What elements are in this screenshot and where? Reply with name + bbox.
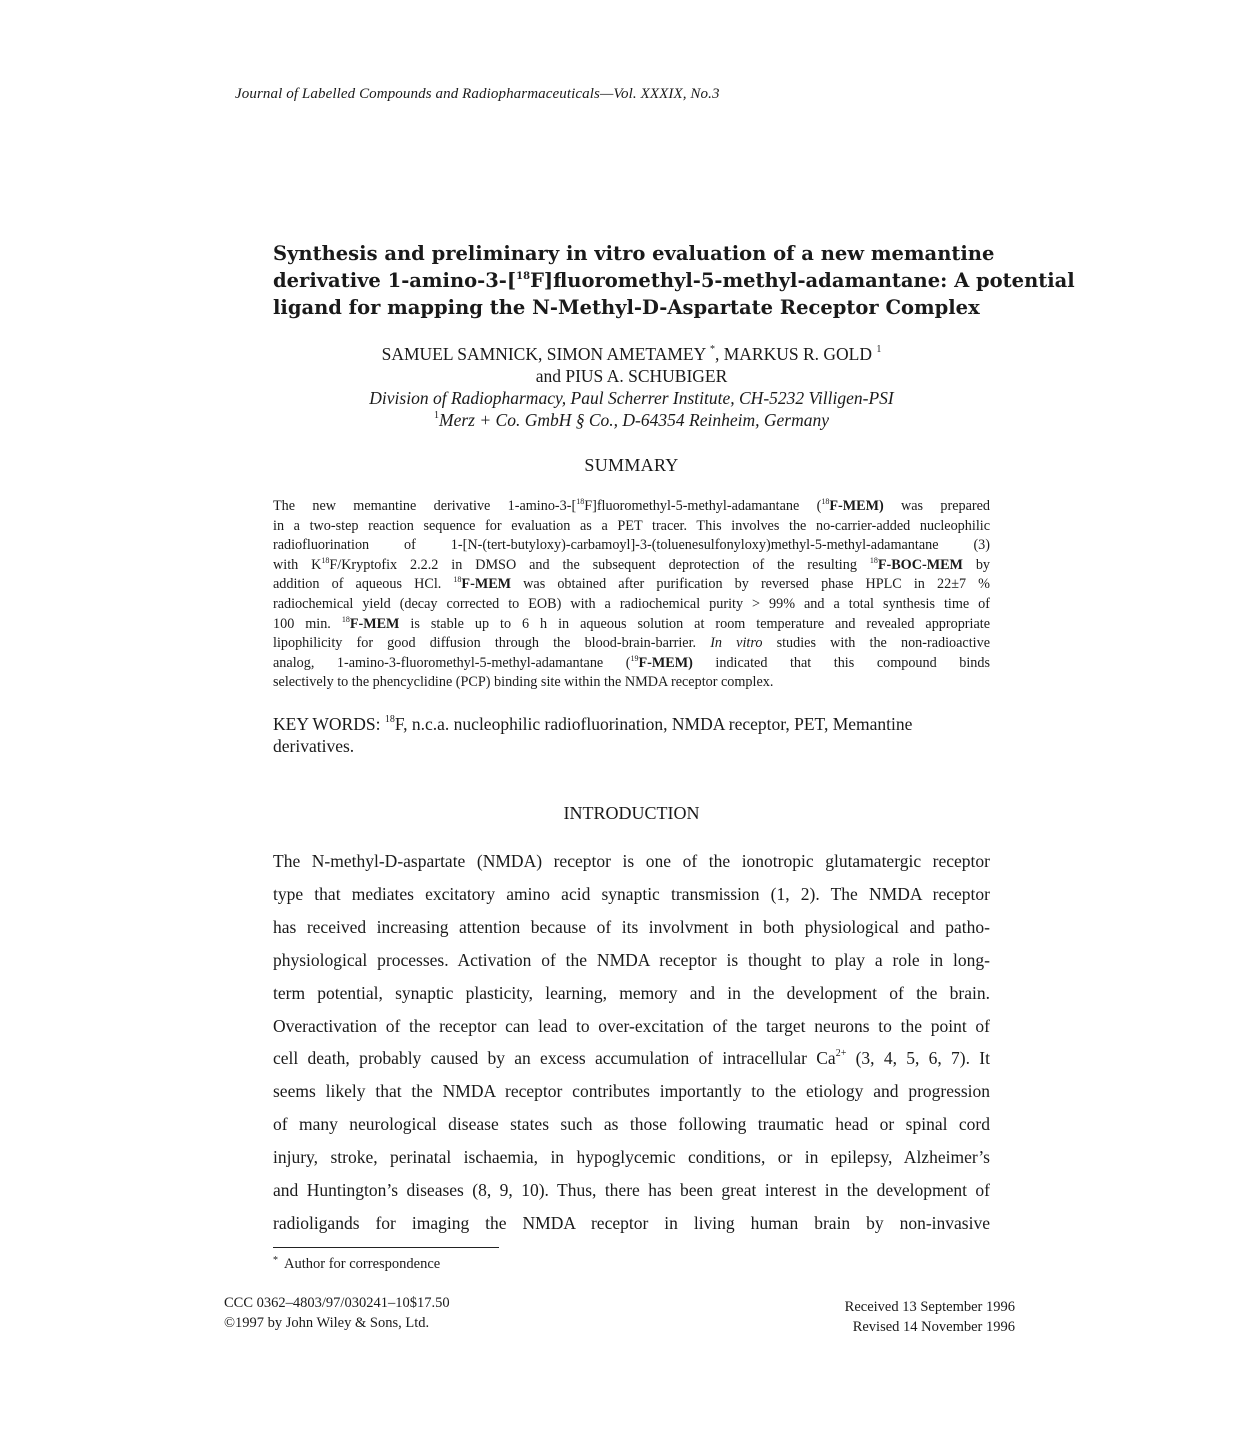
intro-line: physiological processes. Activation of the NMDA receptor is thought to play a role in long-	[273, 949, 990, 970]
affiliation-1: Division of Radiopharmacy, Paul Scherrer Institute, CH-5232 Villigen-PSI	[369, 388, 894, 408]
article-title	[273, 240, 1075, 321]
intro-line: term potential, synaptic plasticity, learning, memory and in the development of the brain.	[273, 982, 990, 1003]
summary-line: addition of aqueous HCl. $^{18}$F-MEM was obtained after purification by reversed phase HPLC in 22±7 %	[273, 575, 990, 593]
summary-line: The new memantine derivative 1-amino-3-[$^{18}$F]fluoromethyl-5-methyl-adamantane ($^{18}$F-MEM) was prepared	[273, 497, 991, 514]
intro-line: Overactivation of the receptor can lead to over-excitation of the target neurons to the point of	[273, 1015, 990, 1036]
intro-line: of many neurological disease states such as those following traumatic head or spinal cord	[273, 1114, 990, 1135]
affiliations	[273, 387, 990, 431]
intro-line: injury, stroke, perinatal ischaemia, in hypoglycemic conditions, or in epilepsy, Alzheimer’s	[273, 1147, 990, 1168]
title-line-2: derivative 1-amino-3-[$^{18}$F]fluoromethyl-5-methyl-adamantane: A potential	[273, 269, 1075, 292]
intro-line: seems likely that the NMDA receptor contributes importantly to the etiology and progression	[273, 1081, 990, 1102]
introduction-body	[273, 845, 990, 1240]
revised-date: Revised 14 November 1996	[852, 1319, 1015, 1335]
title-line-1: Synthesis and preliminary in vitro evaluation of a new memantine	[273, 242, 995, 265]
keywords	[273, 713, 990, 757]
intro-line: The N-methyl-D-aspartate (NMDA) receptor is one of the ionotropic glutamatergic receptor	[273, 851, 990, 871]
received-date: Received 13 September 1996	[844, 1299, 1015, 1315]
keywords-line-1: KEY WORDS: $^{18}$F, n.c.a. nucleophilic radiofluorination, NMDA receptor, PET, Memantine	[273, 714, 913, 734]
affiliation-2: $^1$Merz + Co. GmbH § Co., D-64354 Reinheim, Germany	[434, 410, 829, 430]
footnote-text: Author for correspondence	[284, 1256, 441, 1272]
footnote	[273, 1256, 440, 1273]
summary-line: lipophilicity for good diffusion through the blood-brain-barrier. In vitro studies with the non-radioactive	[273, 635, 990, 652]
summary-line: in a two-step reaction sequence for evaluation as a PET tracer. This involves the no-carrier-added nucleophilic	[273, 517, 990, 534]
intro-line: radioligands for imaging the NMDA receptor in living human brain by non-invasive	[273, 1212, 990, 1233]
summary-line: selectively to the phencyclidine (PCP) binding site within the NMDA receptor complex.	[273, 674, 774, 691]
keywords-line-2: derivatives.	[273, 736, 355, 756]
authors-line-1: SAMUEL SAMNICK, SIMON AMETAMEY *, MARKUS R. GOLD $^1$	[381, 344, 882, 364]
summary-line: with $K^{18}F$/Kryptofix 2.2.2 in DMSO and the subsequent deprotection of the resulting $^{18}$F-BOC-MEM by	[273, 555, 991, 573]
intro-line: cell death, probably caused by an excess accumulation of intracellular $Ca^{2+}$ (3, 4, 5, 6, 7). It	[273, 1048, 990, 1069]
summary-line: 100 min. $^{18}$F-MEM is stable up to 6 h in aqueous solution at room temperature and revealed appropriate	[273, 614, 990, 632]
summary-heading: SUMMARY	[584, 455, 679, 475]
footnote-mark: *	[273, 1255, 278, 1266]
authors-line-2: and PIUS A. SCHUBIGER	[535, 366, 728, 386]
summary-body	[273, 497, 990, 693]
authors	[273, 343, 990, 387]
intro-line: has received increasing attention because of its involvment in both physiological and patho-	[273, 916, 990, 937]
journal-header: Journal of Labelled Compounds and Radiopharmaceuticals—Vol. XXXIX, No.3	[235, 86, 720, 102]
intro-line: type that mediates excitatory amino acid synaptic transmission (1, 2). The NMDA receptor	[273, 883, 990, 904]
intro-line: and Huntington’s diseases (8, 9, 10). Thus, there has been great interest in the development of	[273, 1180, 990, 1201]
ccc-code: CCC 0362–4803/97/030241–10$17.50	[224, 1295, 450, 1311]
footnote-rule	[273, 1247, 499, 1248]
summary-line: radiofluorination of 1-[N-(tert-butyloxy)-carbamoyl]-3-(toluenesulfonyloxy)methyl-5-methyl-adamantane (3)	[273, 537, 990, 554]
summary-line: analog, 1-amino-3-fluoromethyl-5-methyl-adamantane ($^{19}$F-MEM) indicated that this compound binds	[273, 653, 990, 671]
copyright-line: ©1997 by John Wiley & Sons, Ltd.	[224, 1315, 430, 1331]
summary-line: radiochemical yield (decay corrected to EOB) with a radiochemical purity > 99% and a total synthesis time of	[273, 595, 990, 612]
introduction-heading: INTRODUCTION	[563, 803, 700, 823]
title-line-3: ligand for mapping the N-Methyl-D-Aspartate Receptor Complex	[273, 296, 980, 319]
received-dates	[780, 1297, 1015, 1337]
copyright-block	[224, 1293, 450, 1333]
